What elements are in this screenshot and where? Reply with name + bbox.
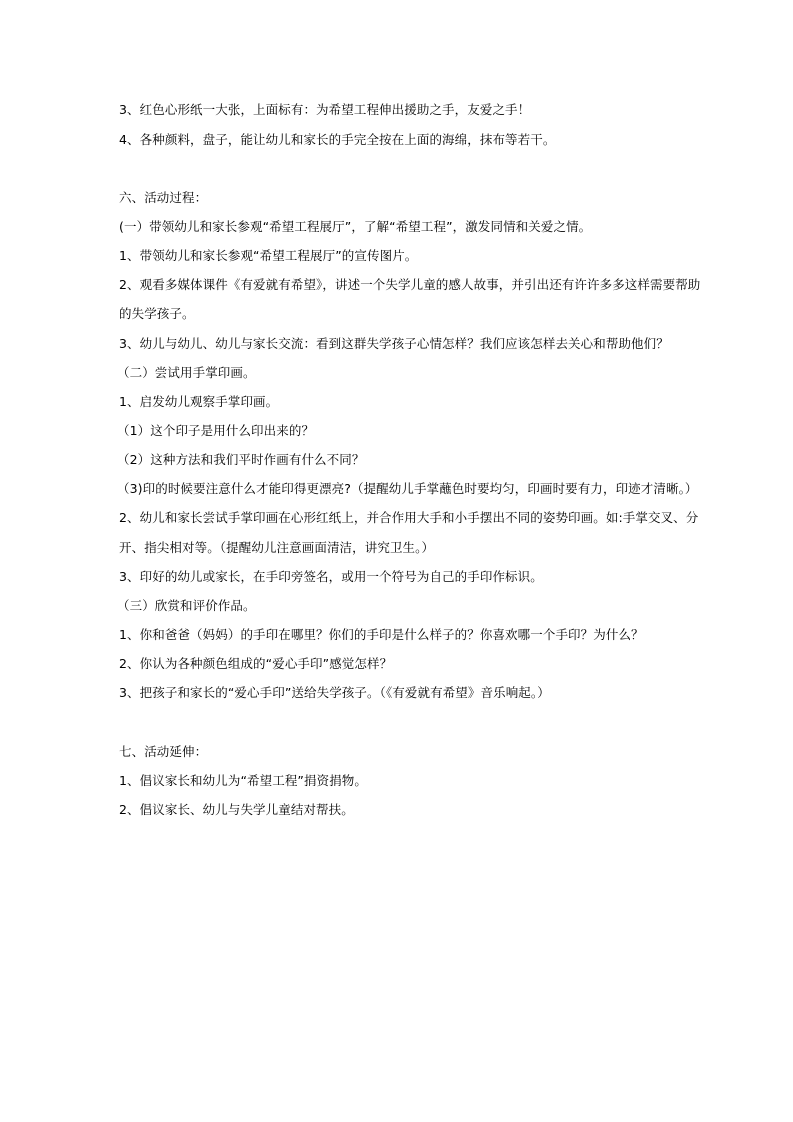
process-part3-step3: 3、把孩子和家长的“爱心手印”送给失学孩子。（《有爱就有希望》音乐响起。） — [119, 685, 550, 700]
process-part2-question-3: （3)印的时候要注意什么才能印得更漂亮?（提醒幼儿手掌蘸色时要均匀，印画时要有力，印迹才清晰。） — [117, 481, 698, 496]
process-part3-step2: 2、你认为各种颜色组成的“爱心手印”感觉怎样？ — [119, 656, 393, 671]
process-part3-step1: 1、你和爸爸（妈妈）的手印在哪里？你们的手印是什么样子的？你喜欢哪一个手印？为什么？ — [119, 627, 644, 642]
process-part2-step3: 3、印好的幼儿或家长，在手印旁签名，或用一个符号为自己的手印作标识。 — [119, 569, 543, 584]
process-part2-question-2: （2）这种方法和我们平时作画有什么不同？ — [117, 452, 365, 467]
materials-item-4: 4、各种颜料，盘子，能让幼儿和家长的手完全按在上面的海绵，抹布等若干。 — [119, 132, 556, 147]
process-part2-title: （二）尝试用手掌印画。 — [117, 365, 256, 380]
extension-item-2: 2、倡议家长、幼儿与失学儿童结对帮扶。 — [119, 802, 354, 817]
process-part1-step2-line2: 的失学孩子。 — [119, 306, 195, 321]
process-part2-question-1: （1）这个印子是用什么印出来的？ — [117, 423, 315, 438]
process-part2-step2-line1: 2、幼儿和家长尝试手掌印画在心形红纸上，并合作用大手和小手摆出不同的姿势印画。如:手掌交叉、分 — [119, 510, 699, 525]
process-part1-step2-line1: 2、观看多媒体课件《有爱就有希望》，讲述一个失学儿童的感人故事，并引出还有许许多多这样需要帮助 — [119, 277, 701, 292]
process-part1-step3: 3、幼儿与幼儿、幼儿与家长交流：看到这群失学孩子心情怎样？我们应该怎样去关心和帮助他们？ — [119, 336, 669, 351]
process-part3-title: （三）欣赏和评价作品。 — [117, 598, 256, 613]
process-heading: 六、活动过程： — [119, 190, 208, 205]
process-part1-title: (一）带领幼儿和家长参观“希望工程展厅”，了解“希望工程”，激发同情和关爱之情。 — [119, 219, 592, 234]
process-part2-step2-line2: 开、指尖相对等。（提醒幼儿注意画面清洁，讲究卫生。） — [119, 540, 435, 555]
process-part1-step1: 1、带领幼儿和家长参观“希望工程展厅”的宣传图片。 — [119, 248, 418, 263]
materials-item-3: 3、红色心形纸一大张，上面标有：为希望工程伸出援助之手，友爱之手！ — [119, 102, 531, 117]
extension-heading: 七、活动延伸： — [119, 744, 208, 759]
extension-item-1: 1、倡议家长和幼儿为“希望工程”捐资捐物。 — [119, 773, 368, 788]
process-part2-step1: 1、启发幼儿观察手掌印画。 — [119, 394, 279, 409]
